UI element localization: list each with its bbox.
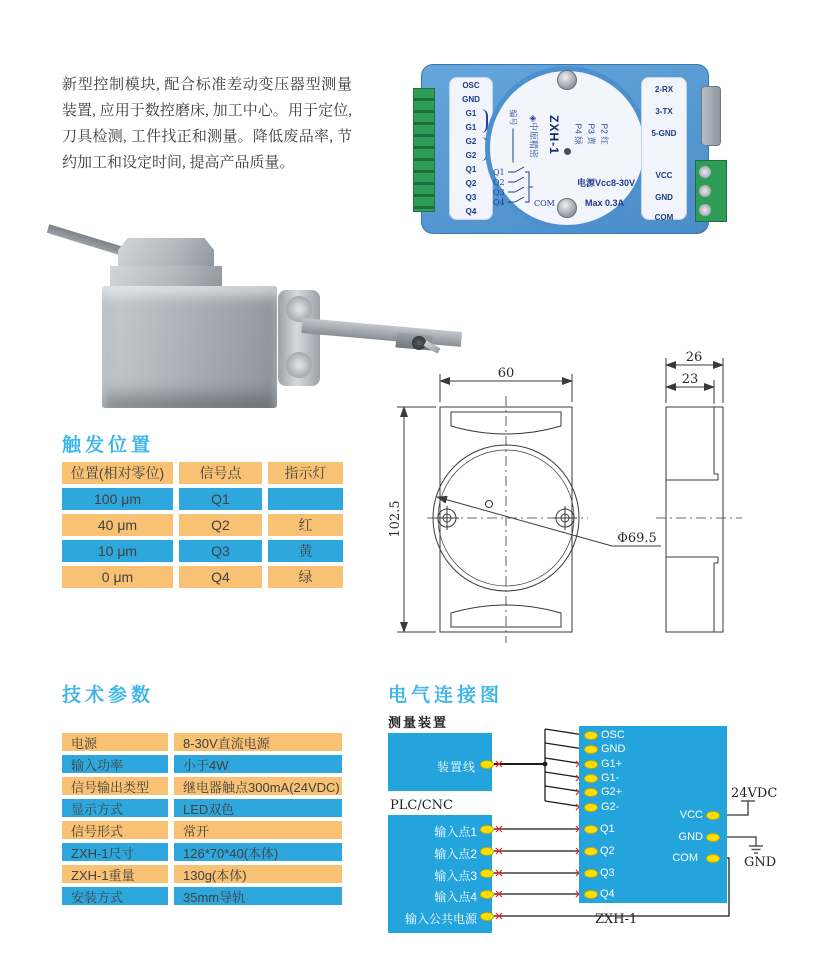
terminal-gnd-left <box>584 745 598 754</box>
table-cell: 绿 <box>268 566 343 588</box>
column-header: 指示灯 <box>268 462 343 484</box>
svg-text:Q1: Q1 <box>493 168 505 177</box>
wiring-section-title: 电气连接图 <box>388 685 504 706</box>
relay-contact-legend <box>493 166 563 214</box>
trigger-section-title: 触发位置 <box>62 435 155 456</box>
terminal-screw <box>699 204 711 216</box>
param-name: ZXH-1尺寸 <box>62 843 168 861</box>
table-cell: Q2 <box>179 514 262 536</box>
power-rating-label: 电源Vcc8-30V <box>577 178 636 188</box>
led-indicator <box>564 148 571 155</box>
terminal-gnd-right <box>706 833 720 842</box>
plc-input-label: 输入公共电源 <box>404 912 477 926</box>
module-pin-label: 5-GND <box>651 129 677 138</box>
zxh-terminal-label: G1- <box>601 772 620 784</box>
table-cell: 红 <box>268 514 343 536</box>
plc-input-label: 输入点1 <box>434 825 477 839</box>
module-pin-label: G1 <box>465 123 477 132</box>
terminal-q2 <box>584 847 598 856</box>
model-label: ZXH-1 <box>547 115 561 155</box>
zxh1-caption: ZXH-1 <box>595 912 638 927</box>
column-header: 信号点 <box>179 462 262 484</box>
zxh-terminal-label: G2+ <box>601 786 623 798</box>
zxh-terminal-label: OSC <box>601 729 625 741</box>
terminal-screw <box>699 185 711 197</box>
svg-text:COM: COM <box>534 199 555 208</box>
plc-input-label: 输入点4 <box>434 890 477 904</box>
param-value: 35mm导轨 <box>174 887 342 905</box>
module-pin-label: Q3 <box>465 193 477 202</box>
zxh-terminal-label: Q4 <box>600 888 615 900</box>
param-name: 信号输出类型 <box>62 777 168 795</box>
probe-sensor-photo <box>40 218 440 403</box>
terminal-input2 <box>480 847 494 856</box>
led-legend <box>572 124 611 164</box>
table-cell: 黄 <box>268 540 343 562</box>
led-row: P2 红 <box>599 123 610 145</box>
table-cell: 100 μm <box>62 488 173 510</box>
sensor-connector-base <box>110 266 222 288</box>
terminal-input4 <box>480 890 494 899</box>
module-pin-label: GND <box>655 193 673 202</box>
param-name: 电源 <box>62 733 168 751</box>
terminal-com <box>706 854 720 863</box>
terminal-screw <box>699 166 711 178</box>
ground-label: GND <box>744 855 777 870</box>
param-name: ZXH-1重量 <box>62 865 168 883</box>
module-pin-label: 2-RX <box>654 85 674 94</box>
terminal-g1plus <box>584 760 598 769</box>
sensor-body <box>102 286 277 408</box>
terminal-q3 <box>584 869 598 878</box>
param-value: 小于4W <box>174 755 342 773</box>
module-pin-label: COM <box>654 213 674 222</box>
serial-field <box>508 110 519 170</box>
technical-parameters-table <box>62 733 342 905</box>
module-pin-label: G1 <box>465 109 477 118</box>
terminal-osc <box>584 731 598 740</box>
param-name: 信号形式 <box>62 821 168 839</box>
table-cell: 0 μm <box>62 566 173 588</box>
zxh-terminal-label: Q2 <box>600 845 615 857</box>
measure-device-label: 测量装置 <box>388 715 449 730</box>
max-current-label: Max 0.3A <box>585 198 625 208</box>
svg-text:Q2: Q2 <box>493 178 505 187</box>
terminal-g2minus <box>584 803 598 812</box>
param-name: 显示方式 <box>62 799 168 817</box>
serial-label: 编号 <box>508 109 518 126</box>
db9-connector <box>701 86 721 146</box>
module-pin-label: GND <box>462 95 480 104</box>
table-cell: Q4 <box>179 566 262 588</box>
param-value: 继电器触点300mA(24VDC) <box>174 777 342 795</box>
zxh-terminal-label: VCC <box>679 809 703 821</box>
device-line-label: 装置线 <box>436 760 476 774</box>
table-cell <box>268 488 343 510</box>
terminal-device-line <box>480 760 494 769</box>
dim-diameter-label: Φ69.5 <box>617 531 657 546</box>
zxh-terminal-label: Q3 <box>600 867 615 879</box>
led-row: P4 绿 <box>573 123 584 145</box>
module-left-terminal-block <box>413 88 435 212</box>
module-right-label-strip <box>641 77 687 220</box>
dim-side-outer-label: 26 <box>685 350 703 365</box>
control-module-photo <box>413 62 720 234</box>
terminal-q4 <box>584 890 598 899</box>
param-name: 输入功率 <box>62 755 168 773</box>
module-pin-label: Q2 <box>465 179 477 188</box>
probe-arm <box>301 318 462 347</box>
zxh-terminal-label: G1+ <box>601 758 623 770</box>
svg-text:Q3: Q3 <box>493 188 505 197</box>
zxh-terminal-label: GND <box>678 831 703 843</box>
param-value: 常开 <box>174 821 342 839</box>
module-pin-label: Q4 <box>465 207 477 216</box>
module-pin-label: Q1 <box>465 165 477 174</box>
module-pin-label: 3-TX <box>655 107 673 116</box>
zxh-terminal-label: Q1 <box>600 823 615 835</box>
terminal-q1 <box>584 825 598 834</box>
zxh-terminal-label: G2- <box>601 801 620 813</box>
terminal-g1minus <box>584 774 598 783</box>
module-pin-label: OSC <box>462 81 480 90</box>
table-cell: Q3 <box>179 540 262 562</box>
table-cell: 10 μm <box>62 540 173 562</box>
table-cell: Q1 <box>179 488 262 510</box>
intro-paragraph: 新型控制模块, 配合标准差动变压器型测量装置, 应用于数控磨床, 加工中心。用于定位, 刀具检测, 工件找正和测量。降低废品率, 节约加工和设定时间, 提高产品质量。 <box>62 77 352 171</box>
plc-input-label: 输入点2 <box>434 847 477 861</box>
supply-voltage-label: 24VDC <box>731 786 778 801</box>
module-pin-label: G2 <box>465 151 477 160</box>
terminal-input1 <box>480 825 494 834</box>
module-right-terminal-block <box>695 160 727 222</box>
param-value: 126*70*40(本体) <box>174 843 342 861</box>
terminal-g2plus <box>584 788 598 797</box>
param-value: 130g(本体) <box>174 865 342 883</box>
sensor-connector-cap <box>118 238 214 268</box>
dim-side-inner-label: 23 <box>681 372 699 387</box>
module-pin-label: G2 <box>465 137 477 146</box>
param-value: LED双色 <box>174 799 342 817</box>
trigger-position-table <box>62 462 343 588</box>
screw-top <box>557 70 577 90</box>
plc-cnc-label: PLC/CNC <box>390 798 453 813</box>
table-cell: 40 μm <box>62 514 173 536</box>
module-pin-label: VCC <box>655 171 673 180</box>
terminal-input3 <box>480 869 494 878</box>
plc-input-label: 输入点3 <box>434 869 477 883</box>
led-row: P3 黄 <box>586 123 597 145</box>
terminal-common <box>480 912 494 921</box>
terminal-vcc <box>706 811 720 820</box>
zxh-terminal-label: COM <box>672 852 698 864</box>
dim-width-label: 60 <box>497 366 515 381</box>
params-section-title: 技术参数 <box>62 685 155 706</box>
column-header: 位置(相对零位) <box>62 462 173 484</box>
serial-line <box>513 129 514 163</box>
param-value: 8-30V直流电源 <box>174 733 342 751</box>
zxh-terminal-label: GND <box>601 743 626 755</box>
dim-height-label: 102.5 <box>388 500 403 538</box>
svg-text:Q4: Q4 <box>493 198 505 207</box>
pivot-bolt-bottom <box>286 352 312 378</box>
brand-logo: ◈中原精密 <box>528 115 539 158</box>
dimension-drawing <box>388 348 813 650</box>
param-name: 安装方式 <box>62 887 168 905</box>
